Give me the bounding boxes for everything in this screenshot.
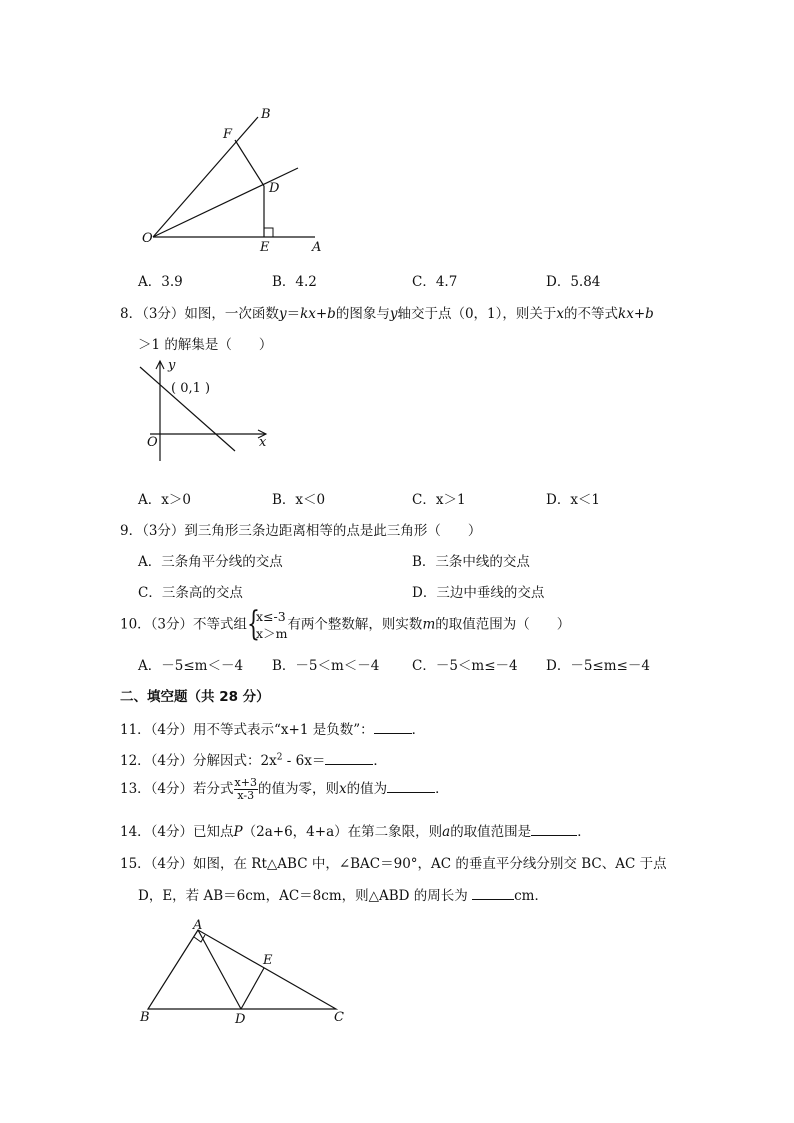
q10-option-b: B．－5＜m＜－4 bbox=[272, 658, 380, 674]
segment-fd bbox=[235, 140, 264, 186]
q8-option-a: A．x＞0 bbox=[138, 492, 191, 508]
q11-stem: 11．（4分）用不等式表示“x+1 是负数”： ． bbox=[120, 722, 426, 738]
q9-option-b: B．三条中线的交点 bbox=[412, 554, 530, 570]
label-d: D bbox=[269, 181, 280, 196]
label-d: D bbox=[235, 1012, 246, 1027]
q10-option-c: C．－5＜m≤－4 bbox=[412, 658, 518, 674]
q15-answer-blank[interactable] bbox=[472, 887, 514, 900]
label-y: y bbox=[168, 358, 176, 373]
fraction: $\frac{x+3}{x-3}$ bbox=[234, 776, 257, 802]
q14-stem: 14．（4分）已知点P（2a+6，4+a）在第二象限，则a的取值范围是 ． bbox=[120, 824, 591, 840]
q15-figure bbox=[136, 915, 351, 1027]
label-point: ( 0,1 ) bbox=[171, 381, 211, 396]
q7-option-c: C．4.7 bbox=[412, 274, 458, 290]
right-angle-mark bbox=[264, 228, 273, 237]
q7-option-b: B．4.2 bbox=[272, 274, 317, 290]
q8-figure bbox=[138, 355, 288, 465]
q9-option-c: C．三条高的交点 bbox=[138, 585, 243, 601]
label-e: E bbox=[260, 240, 270, 255]
ray-od bbox=[153, 168, 298, 237]
label-a: A bbox=[193, 918, 203, 933]
q9-option-a: A．三条角平分线的交点 bbox=[138, 554, 283, 570]
q11-answer-blank[interactable] bbox=[374, 721, 412, 734]
segment-de bbox=[241, 968, 264, 1009]
q15-stem-line2: D，E，若 AB＝6cm，AC＝8cm，则△ABD 的周长为 cm． bbox=[138, 888, 548, 904]
label-o: O bbox=[142, 231, 153, 246]
ray-ob bbox=[153, 117, 258, 237]
q7-figure bbox=[138, 100, 338, 260]
q15-stem-line1: 15．（4分）如图，在 Rt△ABC 中，∠BAC＝90°，AC 的垂直平分线分别交 BC、AC 于点 bbox=[120, 856, 667, 872]
q14-answer-blank[interactable] bbox=[531, 823, 577, 836]
label-c: C bbox=[334, 1010, 344, 1025]
label-a: A bbox=[312, 240, 322, 255]
label-e: E bbox=[263, 953, 273, 968]
q8-stem-line2: ＞1 的解集是（ ） bbox=[138, 337, 273, 353]
q13-answer-blank[interactable] bbox=[387, 780, 435, 793]
label-b: B bbox=[140, 1010, 150, 1025]
q10-stem: 10．（3分）不等式组 { x≤-3 x＞m 有两个整数解，则实数m的取值范围为（ ） bbox=[120, 604, 571, 644]
q7-option-d: D．5.84 bbox=[546, 274, 601, 290]
triangle-abc bbox=[148, 930, 336, 1009]
q10-option-a: A．－5≤m＜－4 bbox=[138, 658, 244, 674]
label-b: B bbox=[261, 107, 271, 122]
q13-stem: 13．（4分）若分式 $\frac{x+3}{x-3}$ 的值为零，则x的值为 ． bbox=[120, 776, 449, 802]
inequality-system: { x≤-3 x＞m bbox=[247, 604, 288, 644]
q9-option-d: D．三边中垂线的交点 bbox=[412, 585, 545, 601]
label-f: F bbox=[223, 127, 233, 142]
q10-option-d: D．－5≤m≤－4 bbox=[546, 658, 650, 674]
q8-option-c: C．x＞1 bbox=[412, 492, 466, 508]
label-origin: O bbox=[147, 435, 158, 450]
q8-stem-line1: 8．（3分）如图，一次函数y＝kx+b的图象与y轴交于点（0，1），则关于x的不等式kx+b bbox=[120, 306, 654, 322]
label-x: x bbox=[259, 435, 267, 450]
q8-option-d: D．x＜1 bbox=[546, 492, 601, 508]
section-2-heading: 二、填空题（共 28 分） bbox=[120, 689, 270, 705]
q9-stem: 9．（3分）到三角形三条边距离相等的点是此三角形（ ） bbox=[120, 523, 482, 539]
q12-stem: 12．（4分）分解因式：$2x^2 - 6x=$ ． bbox=[120, 752, 387, 769]
q7-option-a: A．3.9 bbox=[138, 274, 183, 290]
q12-answer-blank[interactable] bbox=[325, 752, 373, 765]
q8-option-b: B．x＜0 bbox=[272, 492, 326, 508]
